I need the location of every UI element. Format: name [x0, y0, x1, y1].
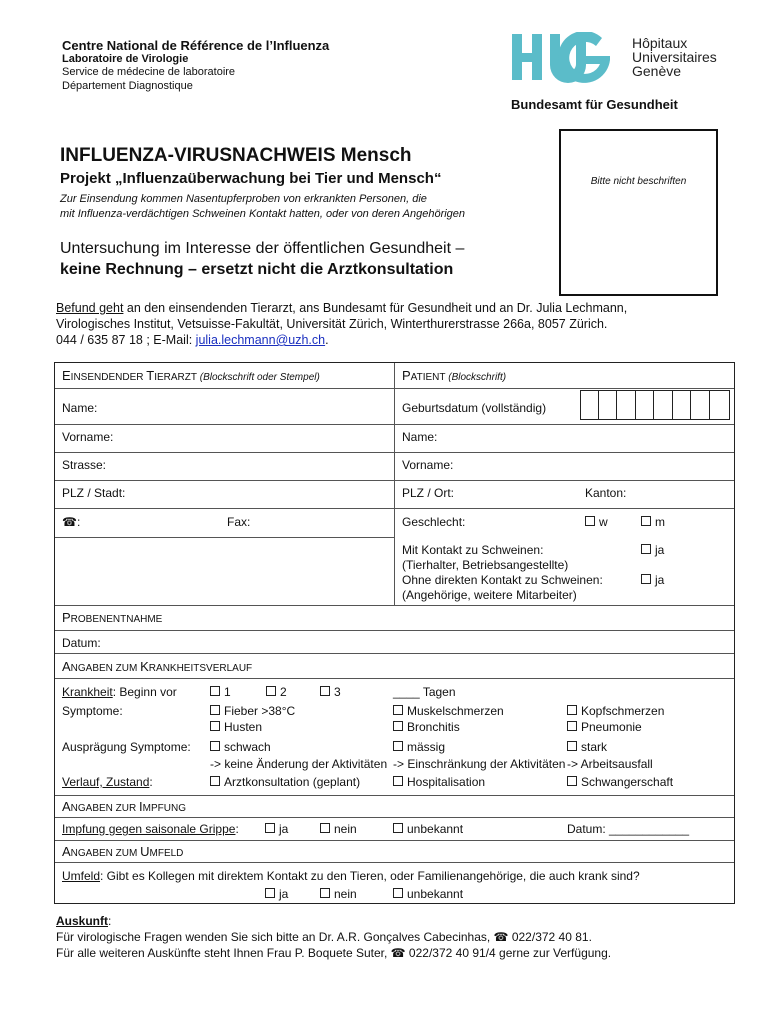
einschraenkung-note: -> Einschränkung der Aktivitäten [393, 757, 566, 771]
notice-line-1: Untersuchung im Interesse der öffentlichen Gesundheit – [60, 240, 465, 257]
sex-w-checkbox[interactable]: w [585, 515, 608, 529]
husten-checkbox[interactable]: Husten [210, 720, 262, 734]
arztkonsultation-checkbox[interactable]: Arztkonsultation (geplant) [210, 775, 360, 789]
patient-plz-field[interactable]: PLZ / Ort: [402, 486, 455, 500]
impfung-datum-field[interactable]: Datum: ____________ [567, 822, 690, 836]
tierarzt-plz-field[interactable]: PLZ / Stadt: [62, 486, 126, 500]
patient-geburtsdatum-label: Geburtsdatum (vollständig) [402, 401, 547, 415]
beginn-1-checkbox[interactable]: 1 [210, 685, 231, 699]
krank-header: ANGABEN ZUM KRANKHEITSVERLAUF [62, 659, 253, 674]
verlauf-label: Verlauf, Zustand: [62, 775, 153, 789]
notice-line-2: keine Rechnung – ersetzt nicht die Arztkonsultation [60, 261, 454, 278]
hospitalisation-checkbox[interactable]: Hospitalisation [393, 775, 485, 789]
impfung-label: Impfung gegen saisonale Grippe: [62, 822, 239, 836]
impfung-unbekannt-checkbox[interactable]: unbekannt [393, 822, 463, 836]
umfeld-header: ANGABEN ZUM UMFELD [62, 844, 184, 859]
patient-geschlecht-label: Geschlecht: [402, 515, 466, 529]
keine-aenderung-note: -> keine Änderung der Aktivitäten [210, 757, 388, 771]
kontakt-sub-label: (Tierhalter, Betriebsangestellte) [402, 558, 569, 572]
umfeld-question: Umfeld: Gibt es Kollegen mit direktem Kontakt zu den Tieren, oder Familienangehörige, die auch krank sind? [62, 869, 640, 883]
umfeld-unbekannt-checkbox[interactable]: unbekannt [393, 887, 463, 901]
ohne-kontakt-ja-checkbox[interactable]: ja [641, 573, 664, 587]
tierarzt-name-field[interactable]: Name: [62, 401, 98, 415]
impfung-ja-checkbox[interactable]: ja [265, 822, 288, 836]
hug-logo [512, 32, 632, 84]
patient-name-field[interactable]: Name: [402, 430, 438, 444]
tierarzt-fax-field[interactable]: Fax: [227, 515, 251, 529]
patient-vorname-field[interactable]: Vorname: [402, 458, 454, 472]
symptome-label: Symptome: [62, 704, 123, 718]
auskunft-block: Auskunft: Für virologische Fragen wenden Sie sich bitte an Dr. A.R. Gonçalves Cabecinhas, ☎ 022/372 40 81. Für alle weiteren Auskünfte steht Ihnen Frau P. Boquete Suter, ☎ 022/372 40 91/4 gerne zur Verfügung. [56, 914, 612, 960]
schwach-checkbox[interactable]: schwach [210, 740, 271, 754]
schwangerschaft-checkbox[interactable]: Schwangerschaft [567, 775, 673, 789]
beginn-3-checkbox[interactable]: 3 [320, 685, 341, 699]
fieber-checkbox[interactable]: Fieber >38°C [210, 704, 295, 718]
tierarzt-header: EINSENDENDER TIERARZT (Blockschrift oder Stempel) [62, 368, 320, 383]
krankheit-label: Krankheit: Beginn vor [62, 685, 177, 699]
umfeld-ja-checkbox[interactable]: ja [265, 887, 288, 901]
impfung-header: ANGABEN ZUR IMPFUNG [62, 799, 186, 814]
befund-text: Befund geht an den einsendenden Tierarzt, ans Bundesamt für Gesundheit und an Dr. Julia Lechmann, Virologisches Institut, Vetsuisse-Fakultät, Universität Zürich, Winterthurerstrasse 266a, 8057 Zürich. 044 / 635 87 18 ; E-Mail: julia.lechmann@uzh.ch. [56, 301, 628, 347]
sex-m-checkbox[interactable]: m [641, 515, 665, 529]
tierarzt-vorname-field[interactable]: Vorname: [62, 430, 114, 444]
service-name: Service de médecine de laboratoire [62, 66, 236, 78]
description-line-1: Zur Einsendung kommen Nasentupferproben von erkrankten Personen, die [60, 193, 427, 205]
bag-name: Bundesamt für Gesundheit [511, 97, 678, 112]
maessig-checkbox[interactable]: mässig [393, 740, 445, 754]
patient-kanton-field[interactable]: Kanton: [585, 486, 627, 500]
tierarzt-phone-field[interactable]: ☎: [62, 515, 81, 529]
kontakt-label: Mit Kontakt zu Schweinen: [402, 543, 544, 557]
beginn-2-checkbox[interactable]: 2 [266, 685, 287, 699]
hospital-name: Hôpitaux Universitaires Genève [632, 35, 717, 79]
geburtsdatum-boxes[interactable] [580, 390, 730, 420]
project-title: Projekt „Influenzaüberwachung bei Tier und Mensch“ [60, 170, 442, 187]
ohne-kontakt-sub-label: (Angehörige, weitere Mitarbeiter) [402, 588, 577, 602]
probe-datum-field[interactable]: Datum: [62, 636, 101, 650]
kopf-checkbox[interactable]: Kopfschmerzen [567, 704, 664, 718]
tagen-field[interactable]: ____ Tagen [393, 685, 456, 699]
department-name: Département Diagnostique [62, 80, 193, 92]
impfung-nein-checkbox[interactable]: nein [320, 822, 357, 836]
description-line-2: mit Influenza-verdächtigen Schweinen Kontakt hatten, oder von deren Angehörigen [60, 208, 466, 220]
patient-header: PATIENT (Blockschrift) [402, 368, 507, 383]
stark-checkbox[interactable]: stark [567, 740, 607, 754]
umfeld-nein-checkbox[interactable]: nein [320, 887, 357, 901]
kontakt-ja-checkbox[interactable]: ja [641, 543, 664, 557]
arbeitsausfall-note: -> Arbeitsausfall [567, 757, 653, 771]
muskel-checkbox[interactable]: Muskelschmerzen [393, 704, 504, 718]
center-name: Centre National de Référence de l’Influenza [62, 38, 330, 53]
email-link[interactable]: julia.lechmann@uzh.ch [195, 333, 326, 347]
bronchitis-checkbox[interactable]: Bronchitis [393, 720, 460, 734]
label-box: Bitte nicht beschriften [559, 129, 718, 296]
lab-name: Laboratoire de Virologie [62, 53, 189, 65]
tierarzt-strasse-field[interactable]: Strasse: [62, 458, 107, 472]
probe-header: PROBENENTNAHME [62, 610, 163, 625]
ohne-kontakt-label: Ohne direkten Kontakt zu Schweinen: [402, 573, 603, 587]
form-title: INFLUENZA-VIRUSNACHWEIS Mensch [60, 145, 412, 166]
pneumonie-checkbox[interactable]: Pneumonie [567, 720, 642, 734]
auspraegung-label: Ausprägung Symptome: [62, 740, 191, 754]
